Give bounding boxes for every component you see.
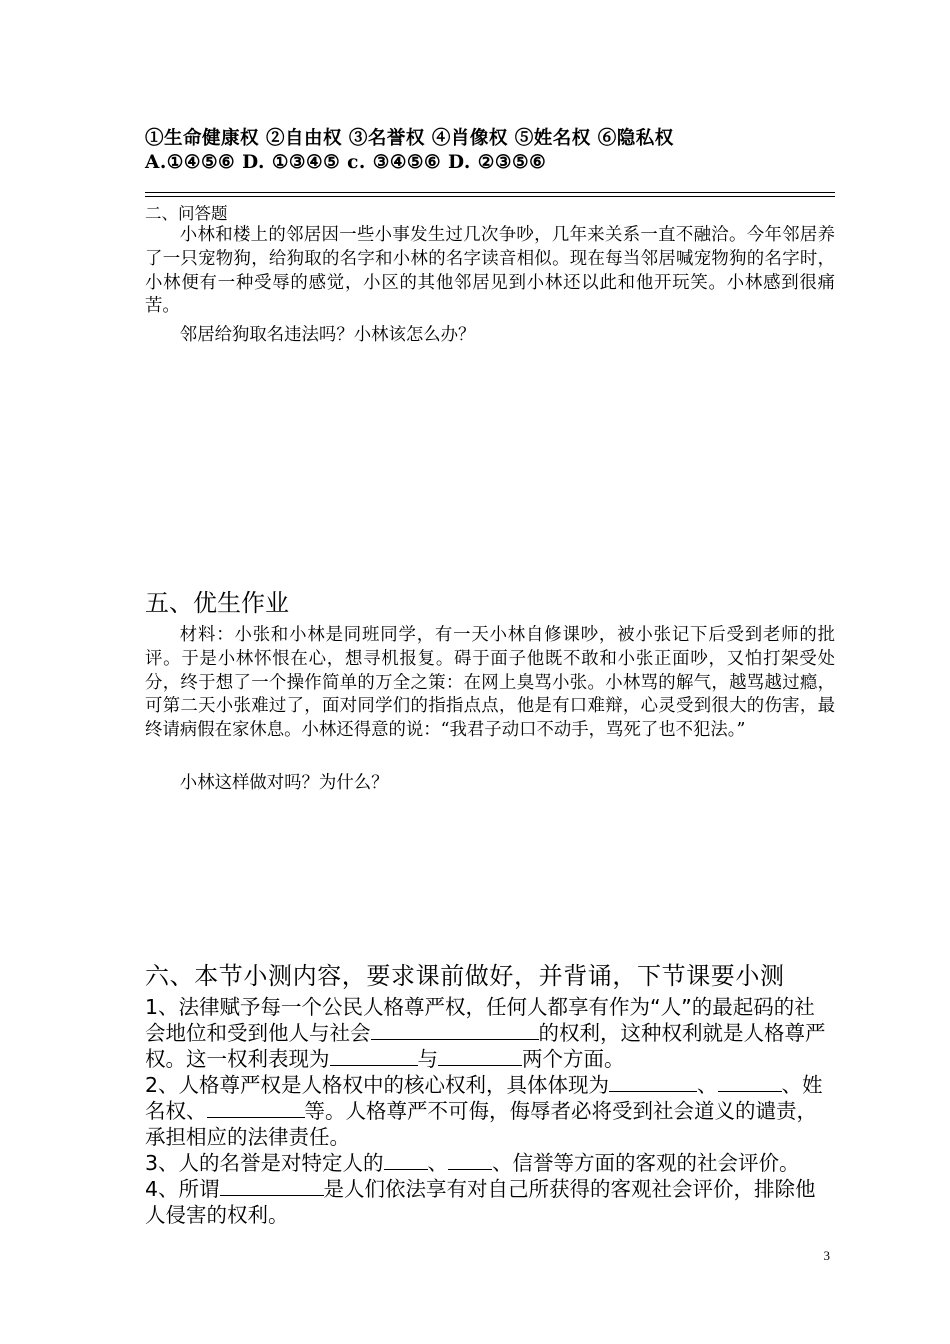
fill-blank[interactable] xyxy=(220,1177,324,1196)
qa-question: 邻居给狗取名违法吗？小林该怎么办？ xyxy=(179,325,476,345)
quiz-text: 两个方面。 xyxy=(522,1047,625,1072)
quiz-item-1 xyxy=(145,994,835,1073)
quiz-item-4 xyxy=(145,1176,835,1228)
quiz-text: 是人们依法享有对自己所获得的客观社会评价，排除他人侵害的权利。 xyxy=(145,1177,816,1228)
qa-heading: 二、问答题 xyxy=(145,204,228,223)
section5-question: 小林这样做对吗？为什么？ xyxy=(179,773,389,793)
fill-blank[interactable] xyxy=(371,1021,539,1040)
fill-blank[interactable] xyxy=(330,1047,418,1066)
qa-paragraph: 小林和楼上的邻居因一些小事发生过几次争吵，几年来关系一直不融洽。今年邻居养了一只宠物狗，给狗取的名字和小林的名字读音相似。现在每当邻居喊宠物狗的名字时，小林便有一种受辱的感觉，小区的其他邻居见到小林还以此和他开玩笑。小林感到很痛苦。 xyxy=(145,225,835,317)
quiz-text: 等。人格尊严不可侮，侮辱者必将受到社会道义的谴责，承担相应的法律责任。 xyxy=(145,1099,817,1150)
fill-blank[interactable] xyxy=(448,1151,492,1170)
quiz-text: 、 xyxy=(427,1151,449,1175)
quiz-text: 、 xyxy=(697,1073,718,1097)
quiz-text: 3、人的名誉是对特定人的 xyxy=(145,1151,384,1175)
fill-blank[interactable] xyxy=(207,1099,305,1118)
quiz-item-3 xyxy=(145,1150,835,1176)
section5-material: 材料：小张和小林是同班同学，有一天小林自修课吵，被小张记下后受到老师的批评。于是小林怀恨在心，想寻机报复。碍于面子他既不敢和小张正面吵，又怕打架受处分，终于想了一个操作简单的万全之策：在网上臭骂小张。小林骂的解气，越骂越过瘾，可第二天小张难过了，面对同学们的指指点点，他是有口难辩，心灵受到很大的伤害，最终请病假在家休息。小林还得意的说：“我君子动口不动手，骂死了也不犯法。” xyxy=(145,625,835,741)
fill-blank[interactable] xyxy=(438,1047,522,1066)
choice-options: ①生命健康权 ②自由权 ③名誉权 ④肖像权 ⑤姓名权 ⑥隐私权 xyxy=(145,128,674,149)
page-number: 3 xyxy=(823,1248,830,1263)
divider-line-bottom xyxy=(145,196,835,197)
fill-blank[interactable] xyxy=(609,1073,697,1092)
section6-heading: 六、本节小测内容，要求课前做好，并背诵，下节课要小测 xyxy=(145,962,785,990)
quiz-text: 1、法律赋予每一个公民人格尊严权，任何人都享有作为“人”的最起码的社会地位和受到他人与社会 xyxy=(145,995,815,1046)
quiz-text: 与 xyxy=(417,1047,438,1072)
quiz-text: 4、所谓 xyxy=(145,1177,220,1201)
quiz-text: 、姓名权、 xyxy=(145,1073,823,1124)
fill-blank[interactable] xyxy=(384,1151,428,1170)
divider-line-top xyxy=(145,192,835,193)
quiz-item-2 xyxy=(145,1072,835,1151)
choice-answers: A.①④⑤⑥ D. ①③④⑤ c. ③④⑤⑥ D. ②③⑤⑥ xyxy=(145,152,547,173)
quiz-text: 、信誉等方面的客观的社会评价。 xyxy=(492,1151,800,1175)
section5-heading: 五、优生作业 xyxy=(145,589,289,617)
quiz-text: 的权利，这种权利就是人格尊严权。这一权利表现为 xyxy=(145,1021,826,1072)
quiz-text: 2、人格尊严权是人格权中的核心权利，具体体现为 xyxy=(145,1073,610,1097)
fill-blank[interactable] xyxy=(718,1073,782,1092)
